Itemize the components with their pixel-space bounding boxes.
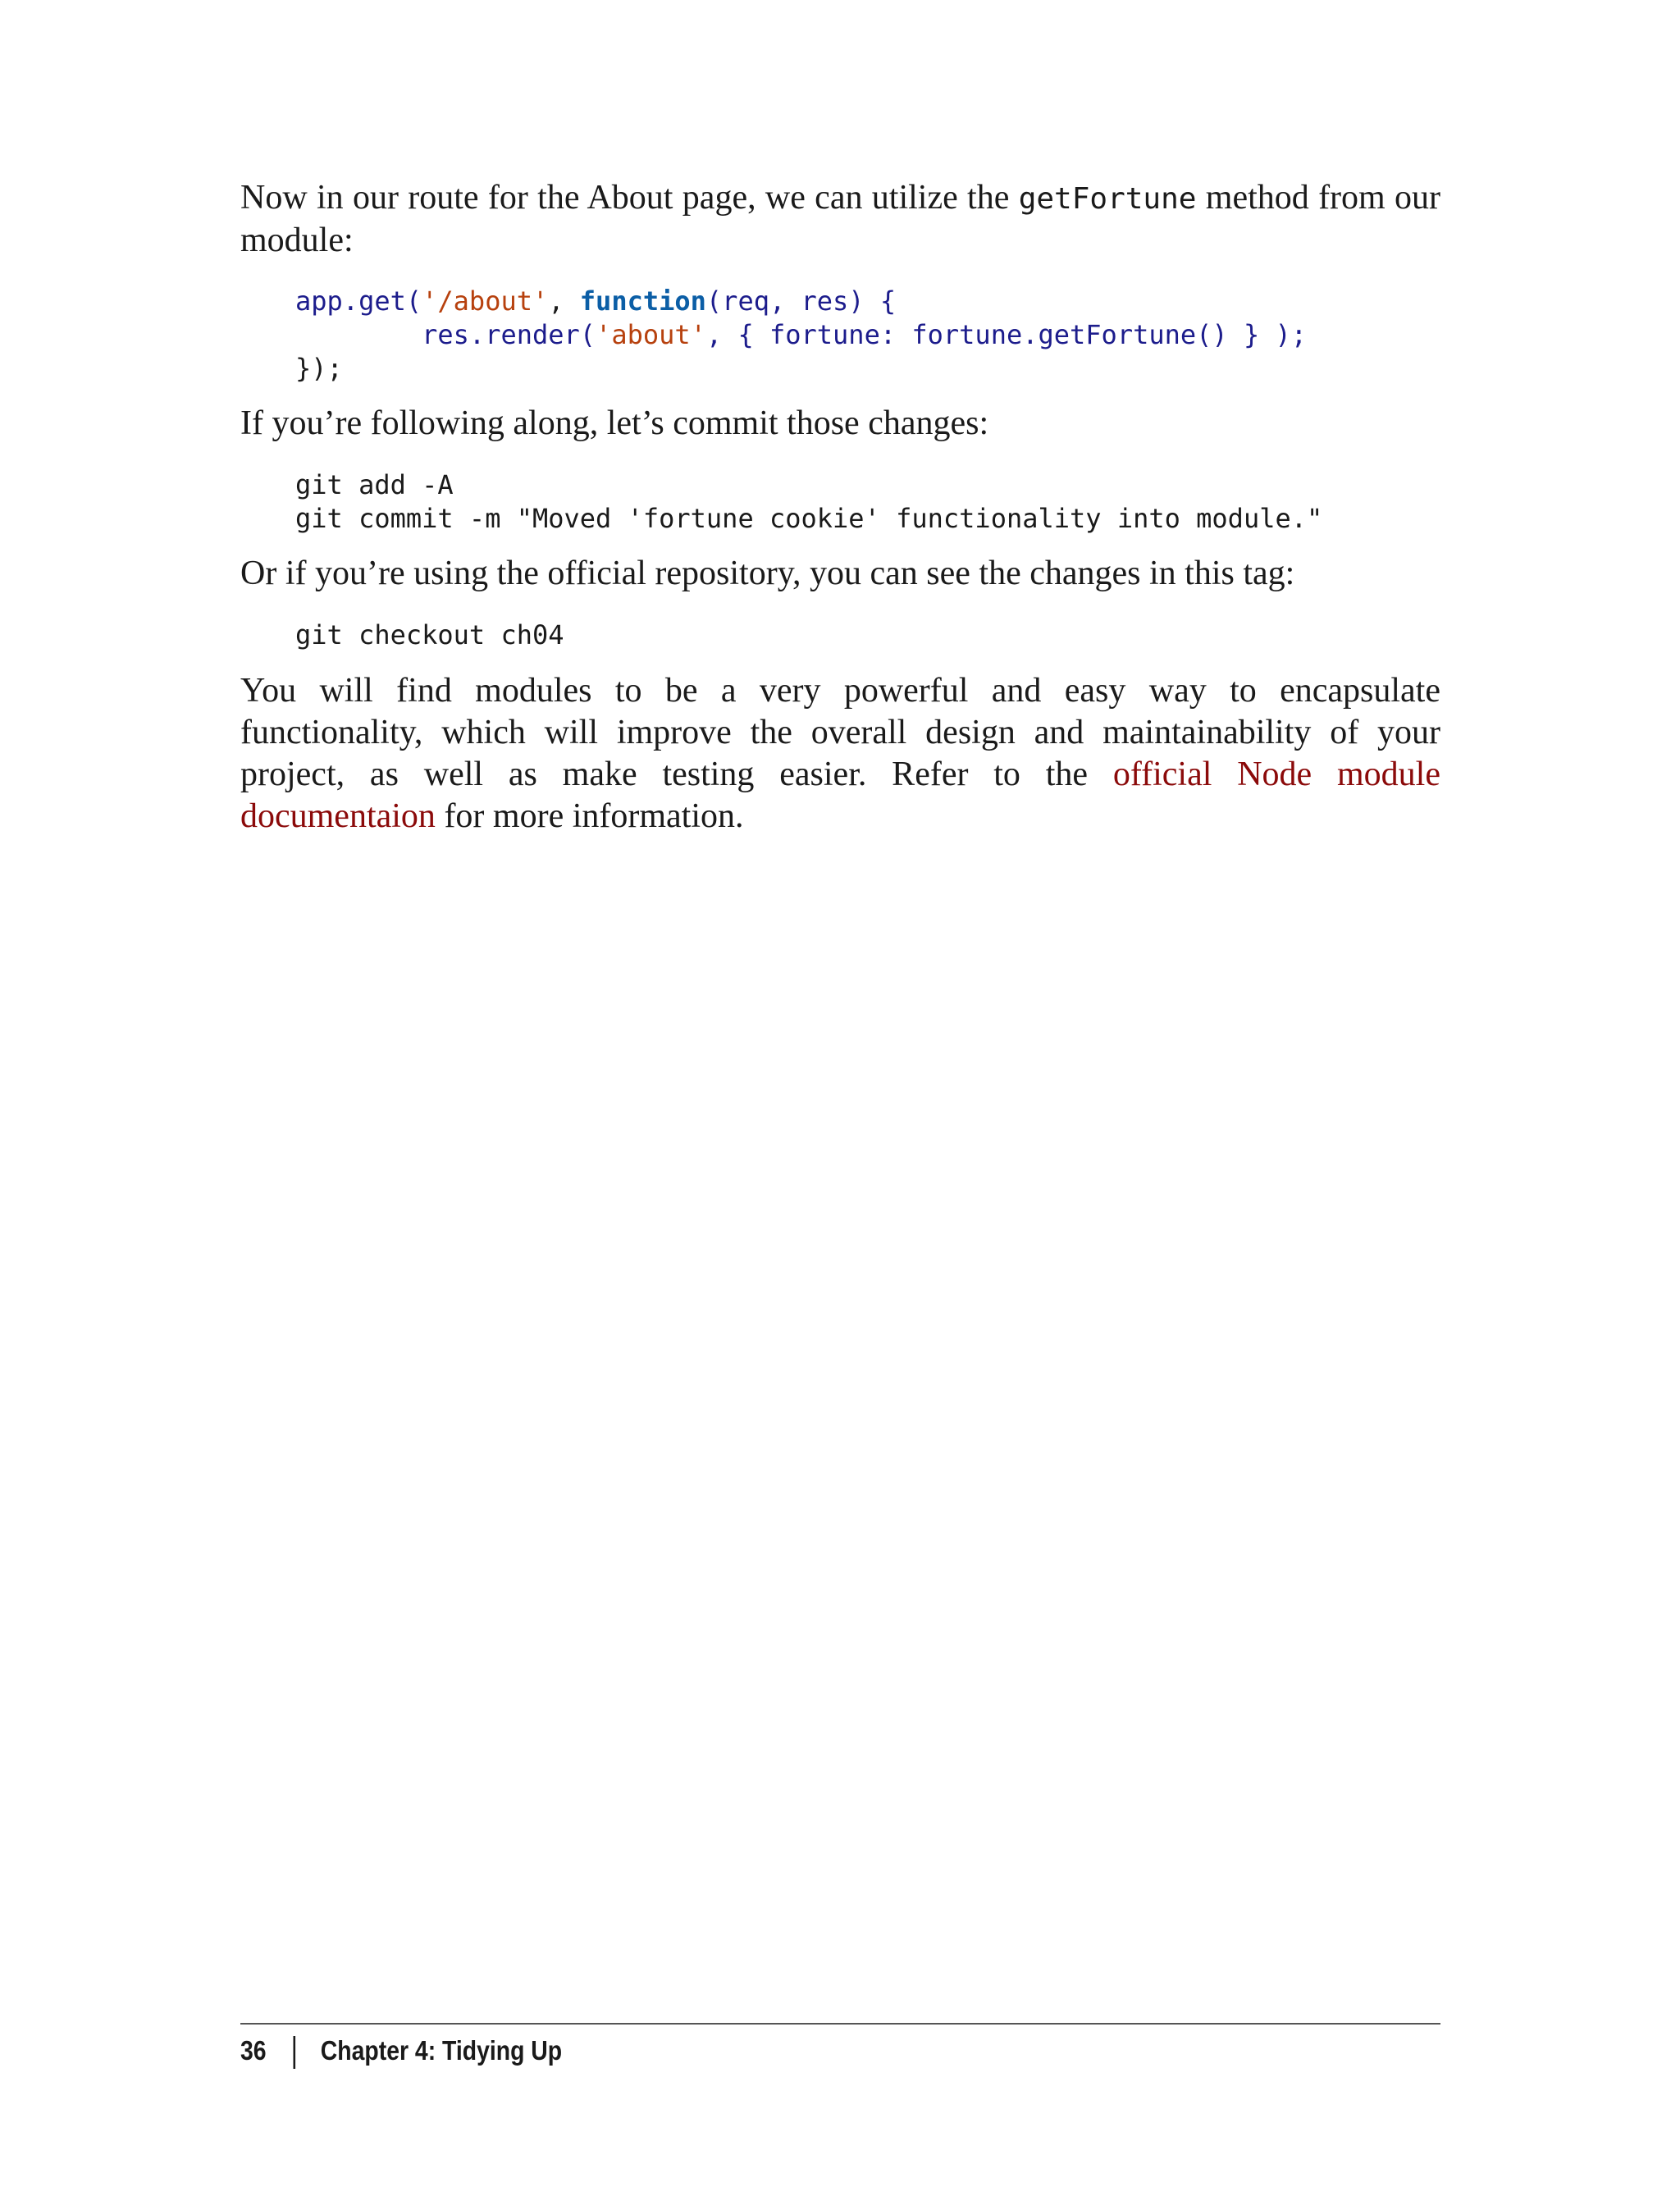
page-footer <box>240 2029 562 2072</box>
code-line: res.render('about', { fortune: fortune.getFortune() } ); <box>295 319 1307 350</box>
code-line: }); <box>295 353 343 384</box>
code-line: git checkout ch04 <box>295 619 564 651</box>
code-line: app.get('/about', function(req, res) { <box>295 285 897 317</box>
closing-paragraph <box>240 670 1440 838</box>
intro-text-before: Now in our route for the About page, we can utilize the <box>240 179 1019 217</box>
footer-separator <box>293 2036 295 2069</box>
page-number: 36 <box>240 2035 267 2066</box>
commit-intro-paragraph: If you’re following along, let’s commit those changes: <box>240 404 989 442</box>
intro-text-after: method from our module: <box>240 179 1441 259</box>
code-block-git-commit <box>295 468 1322 536</box>
book-page <box>240 0 1440 2205</box>
code-block-route <box>295 285 1307 386</box>
code-block-git-checkout <box>295 619 564 652</box>
inline-code-getfortune: getFortune <box>1018 182 1197 216</box>
code-line: git commit -m "Moved 'fortune cookie' functionality into module." <box>295 503 1323 534</box>
node-module-docs-link[interactable]: official Node module documentaion <box>240 756 1440 835</box>
footer-divider <box>240 2023 1440 2025</box>
chapter-title: Chapter 4: Tidying Up <box>320 2035 563 2066</box>
tag-intro-paragraph: Or if you’re using the official repository, you can see the changes in this tag: <box>240 555 1295 592</box>
closing-text-before: You will find modules to be a very powerful and easy way to encapsulate functionality, which will improve the overall design and maintainability of your project, as well as make testing easier. Refer to the <box>240 672 1440 793</box>
intro-paragraph <box>240 177 1440 262</box>
closing-text-after: for more information. <box>435 797 744 835</box>
code-line: git add -A <box>295 469 454 500</box>
